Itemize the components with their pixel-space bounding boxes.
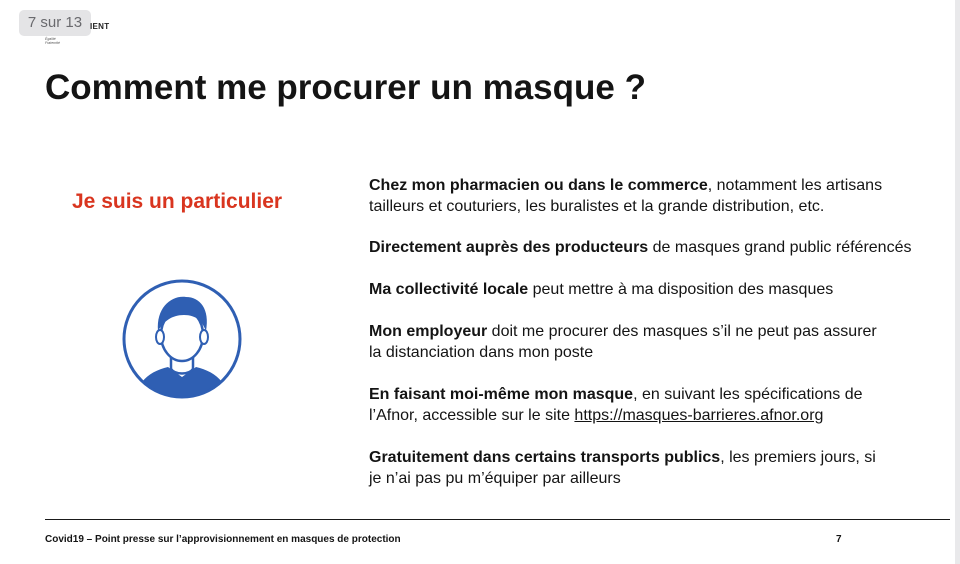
- afnor-link[interactable]: https://masques-barrieres.afnor.org: [574, 407, 824, 424]
- item-bold-lead: Mon employeur: [369, 323, 488, 340]
- footer-divider: [45, 519, 950, 520]
- item-bold-lead: En faisant moi-même mon masque: [369, 386, 634, 403]
- item-text: peut mettre à ma disposition des masques: [528, 281, 834, 298]
- footer-caption: Covid19 – Point presse sur l’approvisionnement en masques de protection: [45, 534, 401, 545]
- list-item: [369, 321, 949, 363]
- item-bold-lead: Ma collectivité locale: [369, 281, 529, 298]
- logo-motto: Égalité Fraternité: [45, 37, 60, 45]
- item-bold-lead: Directement auprès des producteurs: [369, 239, 649, 256]
- item-text: , notamment les artisans: [707, 177, 883, 194]
- list-item: [369, 175, 949, 217]
- item-text-continued: l’Afnor, accessible sur le site: [369, 407, 575, 424]
- item-bold-lead: Chez mon pharmacien ou dans le commerce: [369, 177, 708, 194]
- item-text-continued: tailleurs et couturiers, les buralistes et la grande distribution, etc.: [369, 198, 825, 215]
- list-item: [369, 447, 949, 489]
- item-bold-lead: Gratuitement dans certains transports publics: [369, 449, 721, 466]
- item-text: , les premiers jours, si: [720, 449, 876, 466]
- list-item: [369, 237, 949, 258]
- item-text: doit me procurer des masques s’il ne peut pas assurer: [487, 323, 877, 340]
- person-avatar-icon: [122, 279, 242, 399]
- item-text: de masques grand public référencés: [648, 239, 912, 256]
- item-text-continued: je n’ai pas pu m’équiper par ailleurs: [369, 470, 621, 487]
- item-text: , en suivant les spécifications de: [633, 386, 863, 403]
- page-indicator: 7 sur 13: [19, 10, 91, 36]
- list-item: [369, 384, 949, 426]
- options-list: [369, 175, 949, 489]
- footer-page-number: 7: [836, 534, 842, 545]
- item-text-continued: la distanciation dans mon poste: [369, 344, 594, 361]
- persona-label: Je suis un particulier: [72, 190, 283, 213]
- logo-wordmark: IENT: [90, 22, 110, 31]
- list-item: [369, 279, 949, 300]
- slide-title: Comment me procurer un masque ?: [45, 68, 646, 107]
